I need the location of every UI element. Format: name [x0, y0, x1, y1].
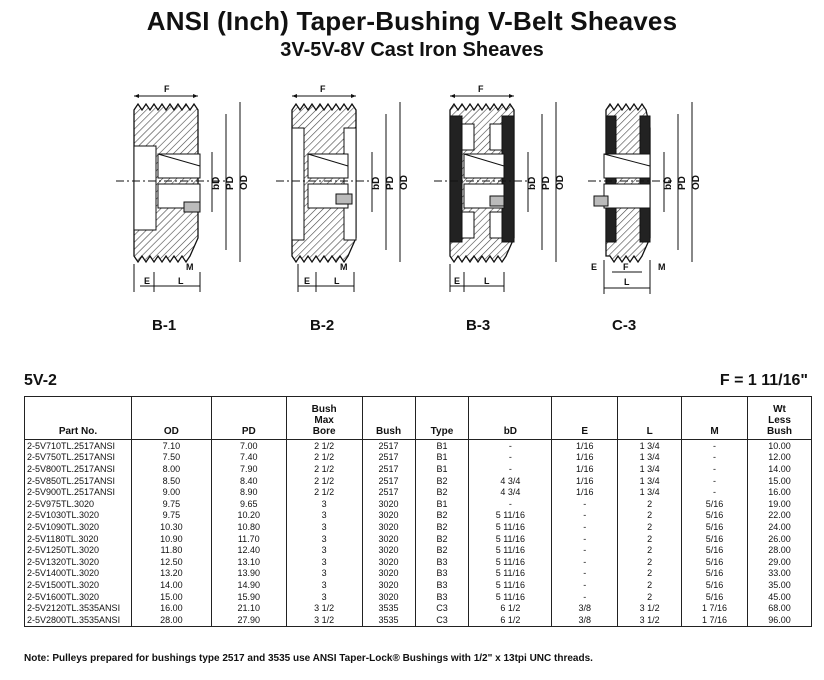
cell-part: 2-5V1320TL.3020: [25, 556, 132, 568]
cell-part: 2-5V1600TL.3020: [25, 591, 132, 603]
cell-type: B1: [415, 440, 469, 452]
page-title: ANSI (Inch) Taper-Bushing V-Belt Sheaves: [146, 6, 678, 36]
cell-bore: 3 1/2: [286, 602, 362, 614]
diagram-label-b3: B-3: [466, 317, 491, 334]
cell-bd: 5 11/16: [469, 591, 552, 603]
cell-part: 2-5V750TL.2517ANSI: [25, 452, 132, 464]
table-row: [25, 452, 812, 464]
cell-part: 2-5V1400TL.3020: [25, 568, 132, 580]
table-header-row: [25, 397, 812, 440]
cell-wt: 19.00: [748, 498, 812, 510]
col-type: Type: [415, 397, 469, 440]
cell-m: 5/16: [682, 498, 748, 510]
cell-e: -: [552, 510, 618, 522]
cell-e: -: [552, 521, 618, 533]
cell-pd: 8.40: [211, 475, 286, 487]
cell-type: B1: [415, 463, 469, 475]
col-m: M: [682, 397, 748, 440]
cell-part: 2-5V2800TL.3535ANSI: [25, 614, 132, 626]
cell-bd: 6 1/2: [469, 614, 552, 626]
cell-type: B3: [415, 556, 469, 568]
cell-pd: 14.90: [211, 579, 286, 591]
cell-bush: 3535: [362, 602, 415, 614]
cell-m: -: [682, 486, 748, 498]
table-row: [25, 579, 812, 591]
b1-l-label: L: [178, 276, 184, 286]
cell-type: B3: [415, 579, 469, 591]
cell-bush: 2517: [362, 452, 415, 464]
cell-m: 5/16: [682, 556, 748, 568]
cell-part: 2-5V1180TL.3020: [25, 533, 132, 545]
cell-bush: 3020: [362, 521, 415, 533]
cell-pd: 7.00: [211, 440, 286, 452]
b1-m-label: M: [186, 262, 194, 272]
cell-wt: 33.00: [748, 568, 812, 580]
cell-l: 2: [618, 521, 682, 533]
cell-e: -: [552, 556, 618, 568]
cell-m: 5/16: [682, 591, 748, 603]
cell-type: B1: [415, 498, 469, 510]
cell-pd: 15.90: [211, 591, 286, 603]
cell-bore: 3 1/2: [286, 614, 362, 626]
cell-wt: 28.00: [748, 544, 812, 556]
cell-od: 7.10: [131, 440, 211, 452]
table-row: [25, 602, 812, 614]
cell-pd: 7.90: [211, 463, 286, 475]
cell-bush: 3020: [362, 544, 415, 556]
cell-wt: 15.00: [748, 475, 812, 487]
cell-od: 9.00: [131, 486, 211, 498]
cell-bore: 3: [286, 579, 362, 591]
table-row: [25, 544, 812, 556]
cell-od: 9.75: [131, 498, 211, 510]
c3-od-label: OD: [691, 175, 702, 190]
cell-m: 5/16: [682, 521, 748, 533]
diagram-b1: [116, 84, 250, 292]
cell-type: B3: [415, 591, 469, 603]
cell-e: -: [552, 533, 618, 545]
cell-pd: 13.10: [211, 556, 286, 568]
cell-l: 2: [618, 498, 682, 510]
b1-f-label: F: [164, 84, 170, 94]
b2-e-label: E: [304, 276, 311, 286]
cell-od: 8.50: [131, 475, 211, 487]
cell-e: -: [552, 498, 618, 510]
cell-m: -: [682, 463, 748, 475]
cell-part: 2-5V1090TL.3020: [25, 521, 132, 533]
cell-od: 28.00: [131, 614, 211, 626]
col-e: E: [552, 397, 618, 440]
cell-e: 1/16: [552, 463, 618, 475]
cell-part: 2-5V1250TL.3020: [25, 544, 132, 556]
cell-part: 2-5V710TL.2517ANSI: [25, 440, 132, 452]
cell-e: 3/8: [552, 602, 618, 614]
cell-od: 12.50: [131, 556, 211, 568]
cell-e: 3/8: [552, 614, 618, 626]
diagram-b3: [434, 84, 566, 292]
cell-m: 5/16: [682, 510, 748, 522]
cell-l: 2: [618, 533, 682, 545]
table-row: [25, 463, 812, 475]
cell-m: 5/16: [682, 579, 748, 591]
table-row: [25, 591, 812, 603]
cell-type: B2: [415, 521, 469, 533]
cell-m: -: [682, 475, 748, 487]
cell-bore: 2 1/2: [286, 463, 362, 475]
cell-bush: 2517: [362, 486, 415, 498]
cell-bore: 3: [286, 556, 362, 568]
cell-part: 2-5V975TL.3020: [25, 498, 132, 510]
cell-bore: 2 1/2: [286, 486, 362, 498]
b2-bd-label: bD: [371, 176, 382, 190]
cell-pd: 21.10: [211, 602, 286, 614]
cell-pd: 12.40: [211, 544, 286, 556]
page-subtitle: 3V-5V-8V Cast Iron Sheaves: [280, 39, 544, 61]
b3-f-label: F: [478, 84, 484, 94]
cell-od: 15.00: [131, 591, 211, 603]
cell-bush: 3020: [362, 591, 415, 603]
cell-e: 1/16: [552, 486, 618, 498]
cell-bush: 3535: [362, 614, 415, 626]
cell-wt: 29.00: [748, 556, 812, 568]
b3-od-label: OD: [555, 175, 566, 190]
cell-type: B3: [415, 568, 469, 580]
cell-od: 10.90: [131, 533, 211, 545]
table-body: [25, 440, 812, 627]
cell-type: B2: [415, 544, 469, 556]
cell-type: C3: [415, 602, 469, 614]
cell-part: 2-5V850TL.2517ANSI: [25, 475, 132, 487]
col-pd: PD: [211, 397, 286, 440]
c3-f-label: F: [623, 262, 629, 272]
section-id: 5V-2: [24, 372, 57, 389]
col-bd: bD: [469, 397, 552, 440]
cell-od: 10.30: [131, 521, 211, 533]
c3-bd-label: bD: [663, 176, 674, 190]
col-wt: Wt Less Bush: [748, 397, 812, 440]
cell-part: 2-5V1500TL.3020: [25, 579, 132, 591]
cell-l: 1 3/4: [618, 452, 682, 464]
cell-wt: 22.00: [748, 510, 812, 522]
cell-e: -: [552, 579, 618, 591]
cell-bd: 5 11/16: [469, 521, 552, 533]
cell-bd: 4 3/4: [469, 475, 552, 487]
cell-wt: 16.00: [748, 486, 812, 498]
cell-l: 1 3/4: [618, 475, 682, 487]
b3-bd-label: bD: [527, 176, 538, 190]
cell-wt: 35.00: [748, 579, 812, 591]
cell-od: 8.00: [131, 463, 211, 475]
col-bore: Bush Max Bore: [286, 397, 362, 440]
cell-pd: 10.20: [211, 510, 286, 522]
cell-bore: 2 1/2: [286, 452, 362, 464]
cell-pd: 11.70: [211, 533, 286, 545]
table-row: [25, 510, 812, 522]
cell-bush: 3020: [362, 498, 415, 510]
cell-bore: 3: [286, 498, 362, 510]
cell-type: B2: [415, 510, 469, 522]
cell-bd: 4 3/4: [469, 486, 552, 498]
cell-od: 9.75: [131, 510, 211, 522]
cell-pd: 27.90: [211, 614, 286, 626]
table-row: [25, 521, 812, 533]
cell-bore: 3: [286, 568, 362, 580]
b2-l-label: L: [334, 276, 340, 286]
b1-e-label: E: [144, 276, 151, 286]
b3-pd-label: PD: [541, 176, 552, 190]
f-value: F = 1 11/16": [719, 372, 808, 389]
cell-bush: 2517: [362, 463, 415, 475]
cell-part: 2-5V900TL.2517ANSI: [25, 486, 132, 498]
cell-m: 1 7/16: [682, 614, 748, 626]
cell-l: 2: [618, 556, 682, 568]
b2-od-label: OD: [399, 175, 410, 190]
cell-bore: 2 1/2: [286, 475, 362, 487]
table-row: [25, 533, 812, 545]
cell-l: 1 3/4: [618, 463, 682, 475]
b3-e-label: E: [454, 276, 461, 286]
cell-od: 14.00: [131, 579, 211, 591]
cell-od: 13.20: [131, 568, 211, 580]
sheave-diagram-drawing: [0, 72, 824, 352]
cell-type: B1: [415, 452, 469, 464]
cell-bd: 5 11/16: [469, 533, 552, 545]
cell-l: 2: [618, 591, 682, 603]
cell-part: 2-5V1030TL.3020: [25, 510, 132, 522]
cell-l: 2: [618, 544, 682, 556]
table-row: [25, 568, 812, 580]
col-od: OD: [131, 397, 211, 440]
col-bush: Bush: [362, 397, 415, 440]
diagram-b2: [276, 84, 410, 292]
cell-m: 5/16: [682, 533, 748, 545]
cell-bore: 3: [286, 591, 362, 603]
cell-bush: 3020: [362, 510, 415, 522]
cell-bore: 3: [286, 544, 362, 556]
cell-bd: 5 11/16: [469, 568, 552, 580]
b1-bd-label: bD: [211, 176, 222, 190]
cell-e: -: [552, 568, 618, 580]
cell-e: 1/16: [552, 452, 618, 464]
cell-wt: 24.00: [748, 521, 812, 533]
cell-bore: 3: [286, 533, 362, 545]
cell-bore: 3: [286, 521, 362, 533]
cell-bush: 2517: [362, 440, 415, 452]
b3-l-label: L: [484, 276, 490, 286]
c3-m-label: M: [658, 262, 666, 272]
cell-bush: 3020: [362, 533, 415, 545]
c3-pd-label: PD: [677, 176, 688, 190]
cell-l: 2: [618, 568, 682, 580]
cell-wt: 12.00: [748, 452, 812, 464]
cell-bd: -: [469, 452, 552, 464]
diagram-label-c3: C-3: [612, 317, 637, 334]
cell-bush: 3020: [362, 579, 415, 591]
cell-part: 2-5V800TL.2517ANSI: [25, 463, 132, 475]
cell-bd: 5 11/16: [469, 579, 552, 591]
cell-m: -: [682, 440, 748, 452]
c3-l-label: L: [624, 277, 630, 287]
diagram-label-b1: B-1: [152, 317, 177, 334]
cell-bd: 5 11/16: [469, 556, 552, 568]
table-row: [25, 556, 812, 568]
cell-m: 5/16: [682, 568, 748, 580]
table-row: [25, 498, 812, 510]
cell-wt: 68.00: [748, 602, 812, 614]
cell-wt: 96.00: [748, 614, 812, 626]
cell-l: 3 1/2: [618, 614, 682, 626]
cell-od: 16.00: [131, 602, 211, 614]
cell-e: -: [552, 591, 618, 603]
cell-pd: 10.80: [211, 521, 286, 533]
cell-bd: -: [469, 498, 552, 510]
cell-e: 1/16: [552, 475, 618, 487]
cell-wt: 10.00: [748, 440, 812, 452]
cell-m: 5/16: [682, 544, 748, 556]
cell-pd: 13.90: [211, 568, 286, 580]
cell-m: 1 7/16: [682, 602, 748, 614]
cell-type: B2: [415, 486, 469, 498]
cell-e: 1/16: [552, 440, 618, 452]
b1-pd-label: PD: [225, 176, 236, 190]
cell-wt: 26.00: [748, 533, 812, 545]
cell-type: C3: [415, 614, 469, 626]
table-row: [25, 486, 812, 498]
sheave-diagrams: [0, 72, 824, 352]
cell-m: -: [682, 452, 748, 464]
cell-type: B2: [415, 533, 469, 545]
footnote: Note: Pulleys prepared for bushings type 2517 and 3535 use ANSI Taper-Lock® Bushings with 1/2" x 13tpi UNC threads.: [24, 653, 593, 664]
table-row: [25, 614, 812, 626]
cell-bd: 6 1/2: [469, 602, 552, 614]
cell-l: 2: [618, 510, 682, 522]
cell-bush: 3020: [362, 556, 415, 568]
b2-m-label: M: [340, 262, 348, 272]
b1-od-label: OD: [239, 175, 250, 190]
cell-bd: -: [469, 440, 552, 452]
b2-pd-label: PD: [385, 176, 396, 190]
diagram-c3: [588, 102, 702, 294]
cell-l: 3 1/2: [618, 602, 682, 614]
cell-type: B2: [415, 475, 469, 487]
table-row: [25, 475, 812, 487]
cell-pd: 7.40: [211, 452, 286, 464]
cell-pd: 8.90: [211, 486, 286, 498]
table-row: [25, 440, 812, 452]
c3-e-label: E: [591, 262, 598, 272]
cell-bd: 5 11/16: [469, 510, 552, 522]
cell-bd: 5 11/16: [469, 544, 552, 556]
cell-l: 1 3/4: [618, 440, 682, 452]
cell-bore: 3: [286, 510, 362, 522]
cell-od: 11.80: [131, 544, 211, 556]
cell-od: 7.50: [131, 452, 211, 464]
cell-bush: 3020: [362, 568, 415, 580]
diagram-label-b2: B-2: [310, 317, 335, 334]
cell-e: -: [552, 544, 618, 556]
cell-pd: 9.65: [211, 498, 286, 510]
cell-wt: 45.00: [748, 591, 812, 603]
cell-part: 2-5V2120TL.3535ANSI: [25, 602, 132, 614]
col-part: Part No.: [25, 397, 132, 440]
cell-bd: -: [469, 463, 552, 475]
cell-bore: 2 1/2: [286, 440, 362, 452]
cell-bush: 2517: [362, 475, 415, 487]
spec-table: [24, 396, 812, 627]
cell-l: 2: [618, 579, 682, 591]
cell-wt: 14.00: [748, 463, 812, 475]
cell-l: 1 3/4: [618, 486, 682, 498]
col-l: L: [618, 397, 682, 440]
b2-f-label: F: [320, 84, 326, 94]
